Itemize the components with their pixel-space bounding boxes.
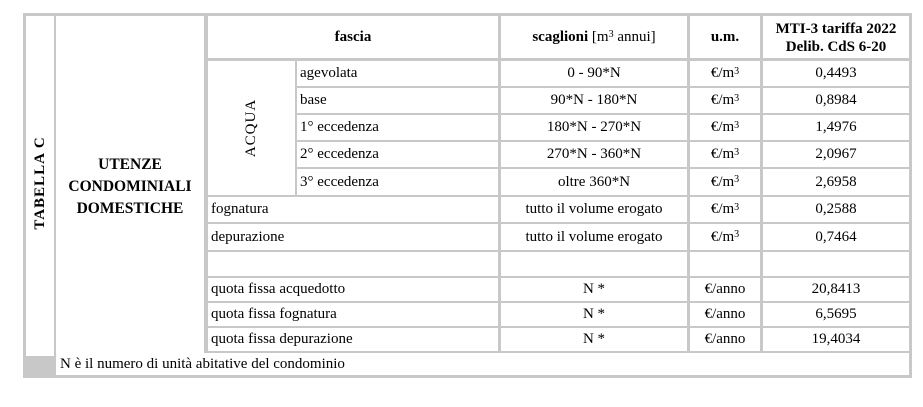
row-scaglioni: 270*N - 360*N [501, 142, 687, 167]
table-label: TABELLA C [32, 136, 48, 230]
row-value: 1,4976 [763, 115, 909, 140]
row-unit: €/anno [690, 303, 760, 326]
row-fascia: 1° eccedenza [297, 115, 498, 140]
empty-cell [208, 252, 498, 276]
row-value: 19,4034 [763, 328, 909, 351]
row-scaglioni: 0 - 90*N [501, 61, 687, 86]
header-tariff [763, 16, 909, 58]
category-line-3: DOMESTICHE [76, 200, 184, 217]
category-cell [56, 16, 204, 356]
tariff-table [23, 13, 912, 378]
row-scaglioni: tutto il volume erogato [501, 224, 687, 250]
row-value: 2,6958 [763, 169, 909, 195]
row-fascia: depurazione [208, 224, 498, 250]
acqua-label-cell [208, 61, 295, 195]
row-unit: €/anno [690, 328, 760, 351]
header-tariff-line-2: Delib. CdS 6-20 [785, 39, 887, 55]
row-scaglioni: oltre 360*N [501, 169, 687, 195]
row-scaglioni: 90*N - 180*N [501, 88, 687, 113]
row-value: 20,8413 [763, 278, 909, 301]
header-scaglioni-unit-open: [m [591, 28, 609, 45]
row-unit: €/m $^3$ [690, 88, 760, 113]
row-fascia: 3° eccedenza [297, 169, 498, 195]
row-fascia: agevolata [297, 61, 498, 86]
row-unit: €/m $^3$ [690, 61, 760, 86]
row-scaglioni: N * [501, 303, 687, 326]
row-value: 2,0967 [763, 142, 909, 167]
row-value: 0,8984 [763, 88, 909, 113]
row-unit: €/m $^3$ [690, 197, 760, 222]
row-fascia: base [297, 88, 498, 113]
header-tariff-line-1: MTI-3 tariffa 2022 [775, 21, 897, 37]
header-scaglioni-label: scaglioni [532, 28, 589, 45]
empty-cell [501, 252, 687, 276]
row-fascia: fognatura [208, 197, 498, 222]
empty-cell [690, 252, 760, 276]
row-unit: €/anno [690, 278, 760, 301]
row-value: 0,7464 [763, 224, 909, 250]
row-unit: €/m $^3$ [690, 115, 760, 140]
row-fascia: quota fissa depurazione [208, 328, 498, 351]
row-scaglioni: tutto il volume erogato [501, 197, 687, 222]
row-scaglioni: N * [501, 328, 687, 351]
row-fascia: quota fissa acquedotto [208, 278, 498, 301]
footnote: N è il numero di unità abitative del condominio [56, 353, 909, 375]
table-label-cell [26, 16, 54, 356]
row-value: 6,5695 [763, 303, 909, 326]
header-scaglioni-unit-close: annui] [617, 28, 656, 45]
row-unit: €/m $^3$ [690, 142, 760, 167]
row-scaglioni: N * [501, 278, 687, 301]
row-scaglioni: 180*N - 270*N [501, 115, 687, 140]
row-fascia: quota fissa fognatura [208, 303, 498, 326]
acqua-label: ACQUA [243, 98, 259, 158]
row-unit: €/m $^3$ [690, 224, 760, 250]
row-value: 0,2588 [763, 197, 909, 222]
category-line-2: CONDOMINIALI [68, 178, 192, 195]
header-um: u.m. [690, 16, 760, 58]
row-unit: €/m $^3$ [690, 169, 760, 195]
row-value: 0,4493 [763, 61, 909, 86]
header-fascia: fascia [208, 16, 498, 58]
category-line-1: UTENZE [98, 156, 162, 173]
empty-cell [763, 252, 909, 276]
header-scaglioni: scaglioni [m $^3$ annui] [501, 16, 687, 58]
row-fascia: 2° eccedenza [297, 142, 498, 167]
